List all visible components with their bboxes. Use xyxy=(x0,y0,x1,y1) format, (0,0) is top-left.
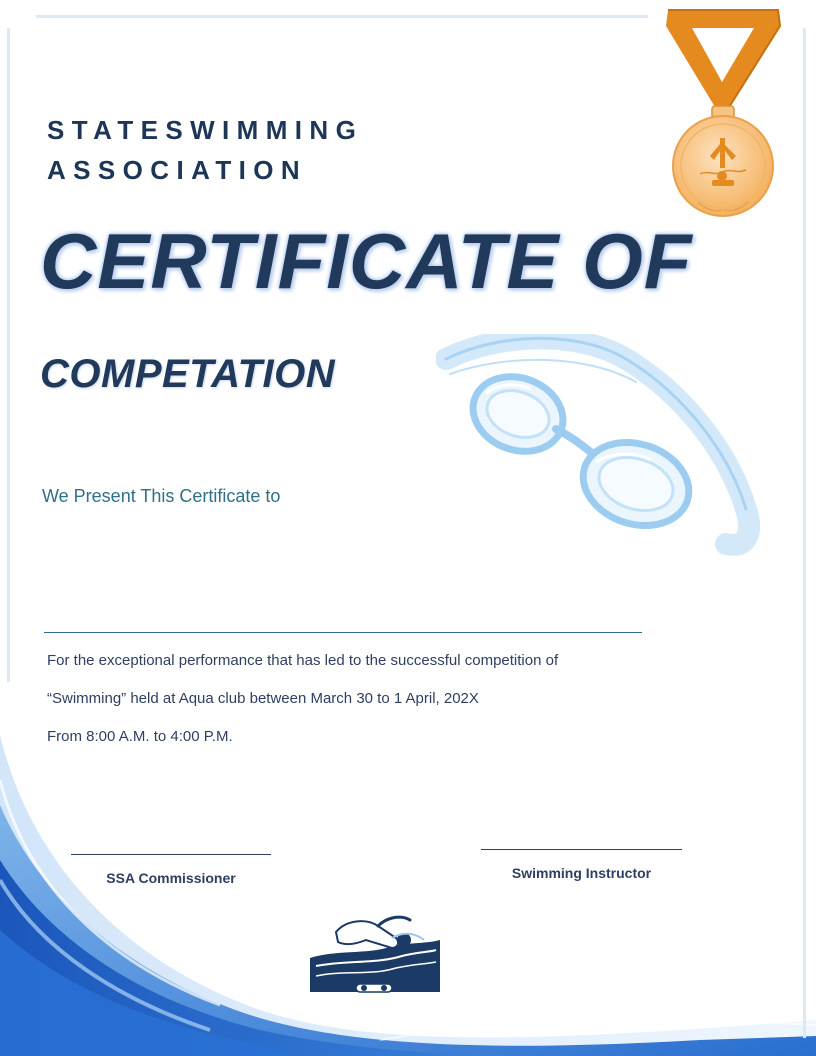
body-line-3: From 8:00 A.M. to 4:00 P.M. xyxy=(47,728,233,745)
presentation-text: We Present This Certificate to xyxy=(42,486,281,506)
organization-line-1: STATESWIMMING xyxy=(47,115,364,145)
signature-line-commissioner xyxy=(71,854,271,855)
body-line-1: For the exceptional performance that has led to the successful competition of xyxy=(47,652,559,669)
signature-label-commissioner: SSA Commissioner xyxy=(106,870,236,886)
certificate-subtitle: COMPETATION xyxy=(40,352,336,396)
left-border-rule xyxy=(7,28,10,682)
swimmer-logo-icon xyxy=(306,910,446,1000)
certificate-title: CERTIFICATE OF xyxy=(40,217,693,305)
certificate-body xyxy=(47,650,558,764)
top-border-rule xyxy=(36,15,648,18)
signature-line-instructor xyxy=(481,849,682,850)
organization-name xyxy=(47,110,363,190)
medal-icon xyxy=(662,6,786,220)
signature-label-instructor: Swimming Instructor xyxy=(511,865,652,881)
body-line-2: “Swimming” held at Aqua club between March 30 to 1 April, 202X xyxy=(47,690,479,707)
right-border-rule xyxy=(803,28,806,1038)
organization-line-2: ASSOCIATION xyxy=(47,155,308,185)
swimming-goggles-icon xyxy=(436,334,762,558)
recipient-name-line xyxy=(44,632,642,633)
